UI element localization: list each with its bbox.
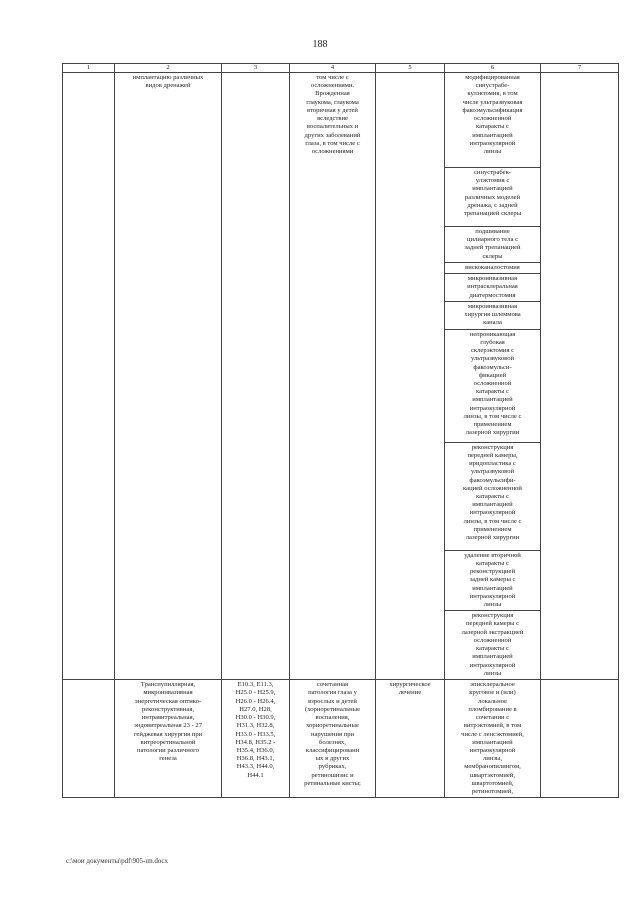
page-number: 188 <box>312 39 328 50</box>
cell-norm <box>541 680 619 798</box>
medical-care-table <box>62 63 619 798</box>
cell-method: непроникающая глубокая склерэктомия с ультразвуковой факоэмульси- фикацией осложненной катаракты с имплантацией интраокулярной линзы, в том числе с применением лазерной хирургии <box>445 329 541 442</box>
cell-method: эписклеральное круговое и (или) локальное пломбирование в сочетании с витрэктомией, в том числе с ленсэктомией, имплантацией интраокулярной линзы, мембранопилингом, швартэктомией, швартотомией, ретинотомией, <box>445 680 541 798</box>
cell-diagnosis: сочетанная патология глаза у взрослых и детей (хориоретинальные воспаления, хориоретинальные нарушения при болезнях, классифицированн ых в других рубриках, ретиношизис и ретинальные кисты; <box>290 680 376 798</box>
cell-intervention-type: Транспупиллярная, микроинвазивная энергетическая оптико- реконструктивная, интравитреальная, эндовитреальная 23 - 27 гейджевая хирургия при витреоретинальной патологии различного генеза <box>115 680 222 798</box>
cell-diagnosis: том числе с осложнениями. Врожденная глаукома, глаукома вторичная у детей вследствие воспалительных и других заболеваний глаза, в том числе с осложнениями <box>290 73 376 680</box>
cell-method: модифицированная синустрабе- кулэктомия, в том числе ультразвуковая факоэмульсификация осложненной катаракты с имплантацией интраокулярной линзы <box>445 73 541 168</box>
cell-method: микроинвазивная интрасклеральная диатермостомия <box>445 274 541 302</box>
cell-treatment-kind: хирургическое лечение <box>376 680 445 798</box>
cell-norm <box>541 73 619 680</box>
cell-method: микроинвазивная хирургия шлеммова канала <box>445 301 541 329</box>
table-row <box>63 680 619 798</box>
cell-method: вискоканалостомия <box>445 262 541 273</box>
cell-icd-codes <box>222 73 290 680</box>
cell-method: реконструкция передней камеры с лазерной экстракцией осложненной катаракты с имплантацией интраокулярной линзы <box>445 611 541 680</box>
col-number: 4 <box>290 64 376 73</box>
col-number: 7 <box>541 64 619 73</box>
cell-intervention-type: имплантацию различных видов дренажей <box>115 73 222 680</box>
cell-method: удаление вторичной катаракты с реконструкцией задней камеры с имплантацией интраокулярной линзы <box>445 550 541 611</box>
col-number: 5 <box>376 64 445 73</box>
table-row <box>63 73 619 168</box>
cell-method: реконструкция передней камеры, иридопластика с ультразвуковой факоэмульсифи- кацией осложненной катаракты с имплантацией интраокулярной линзы, в том числе с применением лазерной хирургии <box>445 442 541 550</box>
cell-empty <box>63 680 115 798</box>
file-path-footer: c:\мои документы\pdf\905-ım.docx <box>66 857 169 865</box>
cell-method: синустрабек- улэктомия с имплантацией различных моделей дренажа, с задней трепанацией склеры <box>445 168 541 227</box>
col-number: 2 <box>115 64 222 73</box>
col-number: 3 <box>222 64 290 73</box>
cell-empty <box>63 73 115 680</box>
col-number: 1 <box>63 64 115 73</box>
cell-method: подшивание цилиарного тела с задней трепанацией склеры <box>445 227 541 263</box>
col-number: 6 <box>445 64 541 73</box>
cell-treatment-kind <box>376 73 445 680</box>
column-number-row <box>63 64 619 73</box>
cell-icd-codes: Е10.3, Е11.3, Н25.0 - Н25.9, Н26.0 - Н26.4, Н27.0, Н28, Н30.0 - Н30.9, Н31.3, Н32.8, Н33.0 - Н33.5, Н34.8, Н35.2 - Н35.4, Н36.0, Н36.8, Н43.1, Н43.3, Н44.0, Н44.1 <box>222 680 290 798</box>
